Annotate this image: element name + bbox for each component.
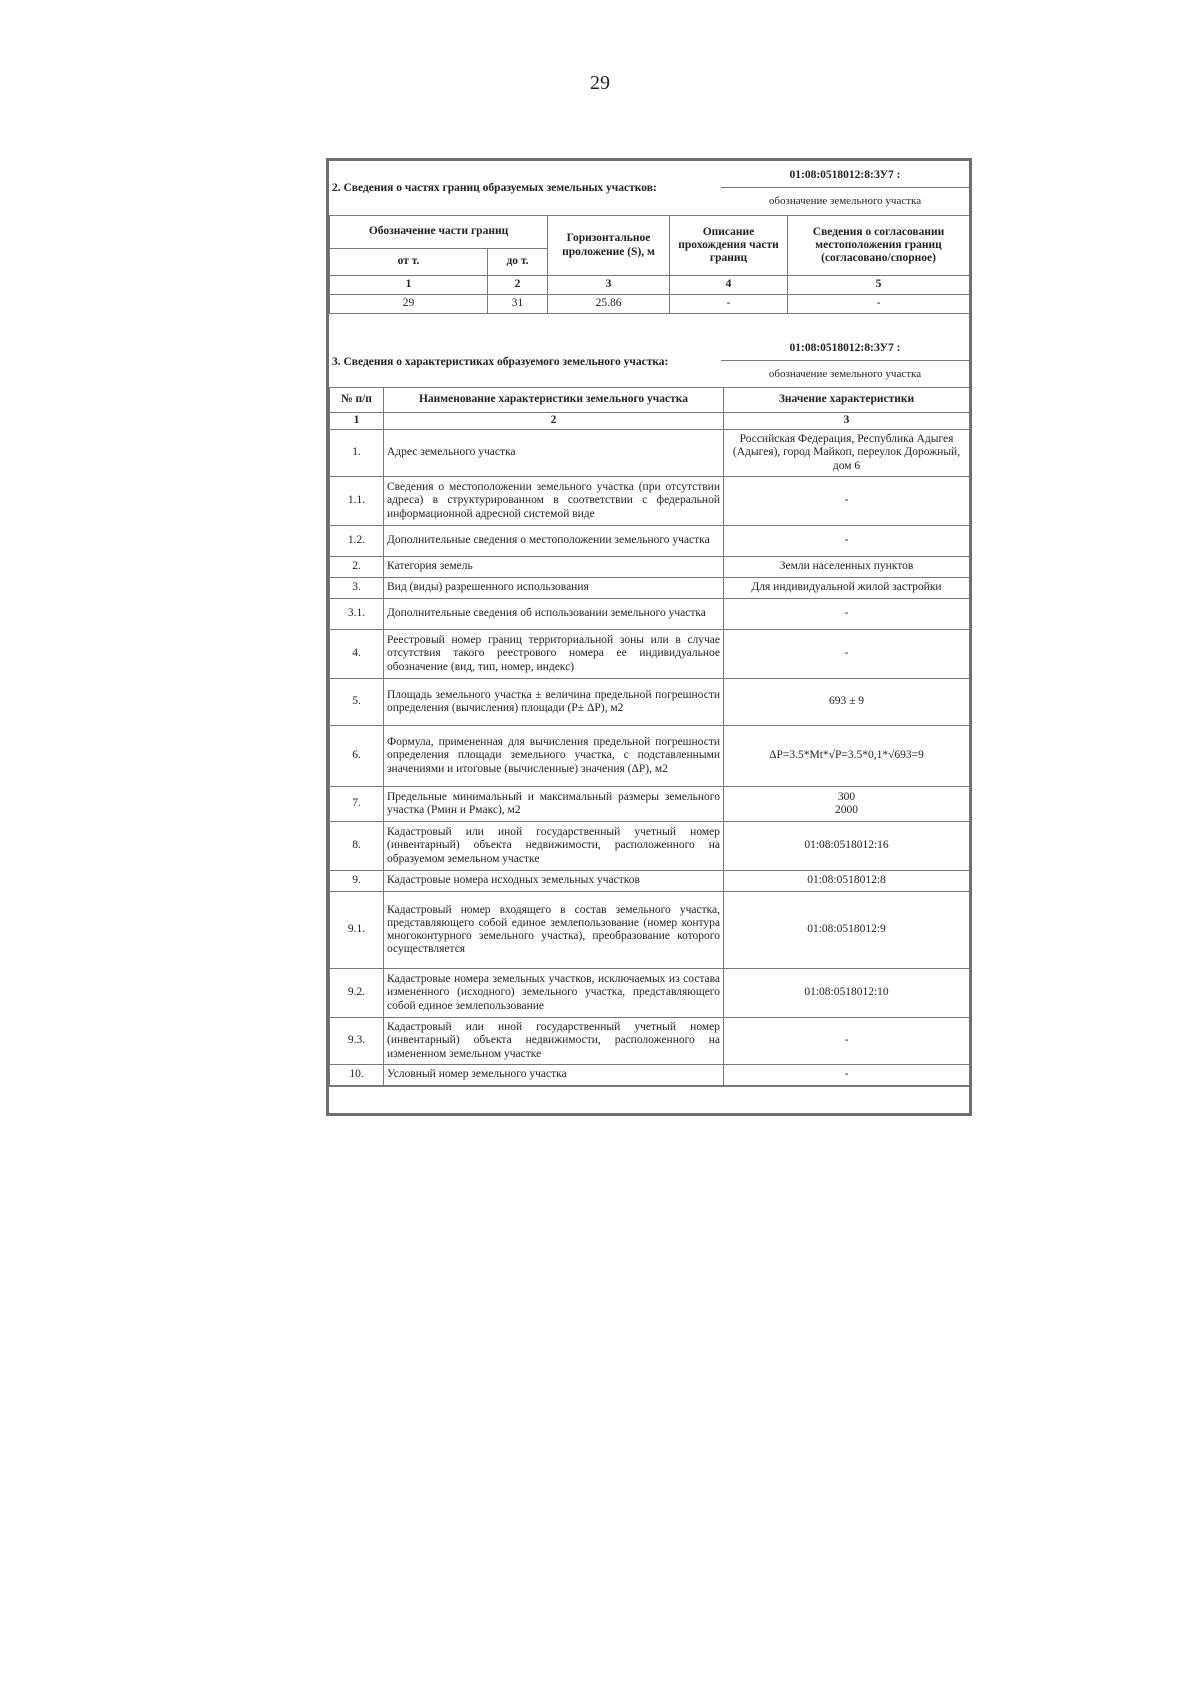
cell-num: 9.2. <box>330 969 384 1018</box>
cell-to: 31 <box>488 295 548 314</box>
column-number: 1 <box>330 413 384 430</box>
header-value: Значение характеристики <box>724 388 970 413</box>
section3-cadastral-label: обозначение земельного участка <box>768 367 922 380</box>
cell-name: Условный номер земельного участка <box>384 1065 724 1086</box>
section3-title: 3. Сведения о характеристиках образуемого земельного участка: <box>332 355 669 368</box>
bottom-strip <box>329 1086 969 1101</box>
cell-name: Адрес земельного участка <box>384 430 724 477</box>
table-row <box>330 726 970 787</box>
section3-cadastral-number: 01:08:0518012:8:ЗУ7 : <box>721 338 969 361</box>
section2-cadastral-number: 01:08:0518012:8:ЗУ7 : <box>721 163 969 188</box>
table-row <box>330 822 970 871</box>
cell-value: ΔP=3.5*Mt*√P=3.5*0,1*√693=9 <box>724 726 970 787</box>
cell-value: - <box>724 1065 970 1086</box>
table-row <box>330 526 970 557</box>
table-row <box>330 969 970 1018</box>
section2-header <box>329 163 969 215</box>
section2-title: 2. Сведения о частях границ образуемых земельных участков: <box>332 182 657 195</box>
table-row <box>330 892 970 969</box>
header-name: Наименование характеристики земельного участка <box>384 388 724 413</box>
cell-num: 3.1. <box>330 599 384 630</box>
column-number: 1 <box>330 276 488 295</box>
page-number: 29 <box>590 72 610 94</box>
cell-from: 29 <box>330 295 488 314</box>
cell-num: 9.3. <box>330 1018 384 1065</box>
cell-num: 9.1. <box>330 892 384 969</box>
cell-name: Формула, примененная для вычисления предельной погрешности определения площади земельного участка, с подставленными значениями и итоговые (вычисленные) значения (ΔP), м2 <box>384 726 724 787</box>
table-row <box>330 679 970 726</box>
cell-value: Российская Федерация, Республика Адыгея (Адыгея), город Майкоп, переулок Дорожный, дом 6 <box>724 430 970 477</box>
cell-length: 25.86 <box>548 295 670 314</box>
cell-value: 01:08:0518012:16 <box>724 822 970 871</box>
header-description: Описание прохождения части границ <box>670 216 788 276</box>
cell-name: Кадастровый или иной государственный учетный номер (инвентарный) объекта недвижимости, расположенного на образуемом земельном участке <box>384 822 724 871</box>
header-num: № п/п <box>330 388 384 413</box>
cell-name: Кадастровый или иной государственный учетный номер (инвентарный) объекта недвижимости, расположенного на измененном земельном участке <box>384 1018 724 1065</box>
table-row <box>330 787 970 822</box>
cell-value: - <box>724 599 970 630</box>
column-number: 2 <box>384 413 724 430</box>
cell-name: Реестровый номер границ территориальной зоны или в случае отсутствия такого реестрового номера ее индивидуальное обозначение (вид, тип, номер, индекс) <box>384 630 724 679</box>
section3-table <box>329 387 970 1086</box>
cell-num: 8. <box>330 822 384 871</box>
section2-cadastral-label: обозначение земельного участка <box>768 195 922 208</box>
cell-agreement: - <box>788 295 970 314</box>
cell-value: 300 2000 <box>724 787 970 822</box>
table-row <box>330 295 970 314</box>
column-number: 5 <box>788 276 970 295</box>
cell-num: 1. <box>330 430 384 477</box>
table-row <box>330 1018 970 1065</box>
cell-num: 2. <box>330 557 384 578</box>
header-horizontal: Горизонтальное проложение (S), м <box>548 216 670 276</box>
cell-name: Кадастровые номера земельных участков, исключаемых из состава измененного (исходного) земельного участка, представляющего собой единое землепользование <box>384 969 724 1018</box>
cell-num: 5. <box>330 679 384 726</box>
document-frame <box>326 158 972 1116</box>
cell-num: 9. <box>330 871 384 892</box>
header-to: до т. <box>488 249 548 276</box>
section2-table <box>329 215 970 314</box>
cell-num: 1.1. <box>330 477 384 526</box>
table-row <box>330 599 970 630</box>
table-row <box>330 871 970 892</box>
cell-name: Площадь земельного участка ± величина предельной погрешности определения (вычисления) площади (P± ΔP), м2 <box>384 679 724 726</box>
header-from: от т. <box>330 249 488 276</box>
cell-description: - <box>670 295 788 314</box>
cell-num: 3. <box>330 578 384 599</box>
cell-name: Кадастровый номер входящего в состав земельного участка, представляющего собой единое землепользование (номер контура многоконтурного земельного участка), преобразование которого осуществляется <box>384 892 724 969</box>
table-row <box>330 430 970 477</box>
header-agreement: Сведения о согласовании местоположения границ (согласовано/спорное) <box>788 216 970 276</box>
cell-value: 01:08:0518012:10 <box>724 969 970 1018</box>
column-number: 3 <box>548 276 670 295</box>
cell-num: 10. <box>330 1065 384 1086</box>
cell-num: 4. <box>330 630 384 679</box>
cell-name: Вид (виды) разрешенного использования <box>384 578 724 599</box>
cell-value: Для индивидуальной жилой застройки <box>724 578 970 599</box>
cell-value: - <box>724 526 970 557</box>
cell-name: Кадастровые номера исходных земельных участков <box>384 871 724 892</box>
column-number: 3 <box>724 413 970 430</box>
table-row <box>330 630 970 679</box>
cell-name: Дополнительные сведения об использовании земельного участка <box>384 599 724 630</box>
column-number: 4 <box>670 276 788 295</box>
table-row <box>330 557 970 578</box>
cell-value: - <box>724 1018 970 1065</box>
table-row <box>330 477 970 526</box>
cell-name: Категория земель <box>384 557 724 578</box>
cell-value: - <box>724 630 970 679</box>
column-number: 2 <box>488 276 548 295</box>
cell-name: Дополнительные сведения о местоположении земельного участка <box>384 526 724 557</box>
cell-value: Земли населенных пунктов <box>724 557 970 578</box>
table-row <box>330 578 970 599</box>
cell-name: Сведения о местоположении земельного участка (при отсутствии адреса) в структурированном в соответствии с федеральной информационной адресной системой виде <box>384 477 724 526</box>
section3-header <box>329 338 969 387</box>
cell-num: 6. <box>330 726 384 787</box>
header-part-designation: Обозначение части границ <box>330 216 548 249</box>
cell-value: 01:08:0518012:9 <box>724 892 970 969</box>
cell-value: 01:08:0518012:8 <box>724 871 970 892</box>
cell-name: Предельные минимальный и максимальный размеры земельного участка (Pмин и Pмакс), м2 <box>384 787 724 822</box>
cell-value: 693 ± 9 <box>724 679 970 726</box>
table-row <box>330 1065 970 1086</box>
cell-num: 1.2. <box>330 526 384 557</box>
cell-value: - <box>724 477 970 526</box>
cell-num: 7. <box>330 787 384 822</box>
